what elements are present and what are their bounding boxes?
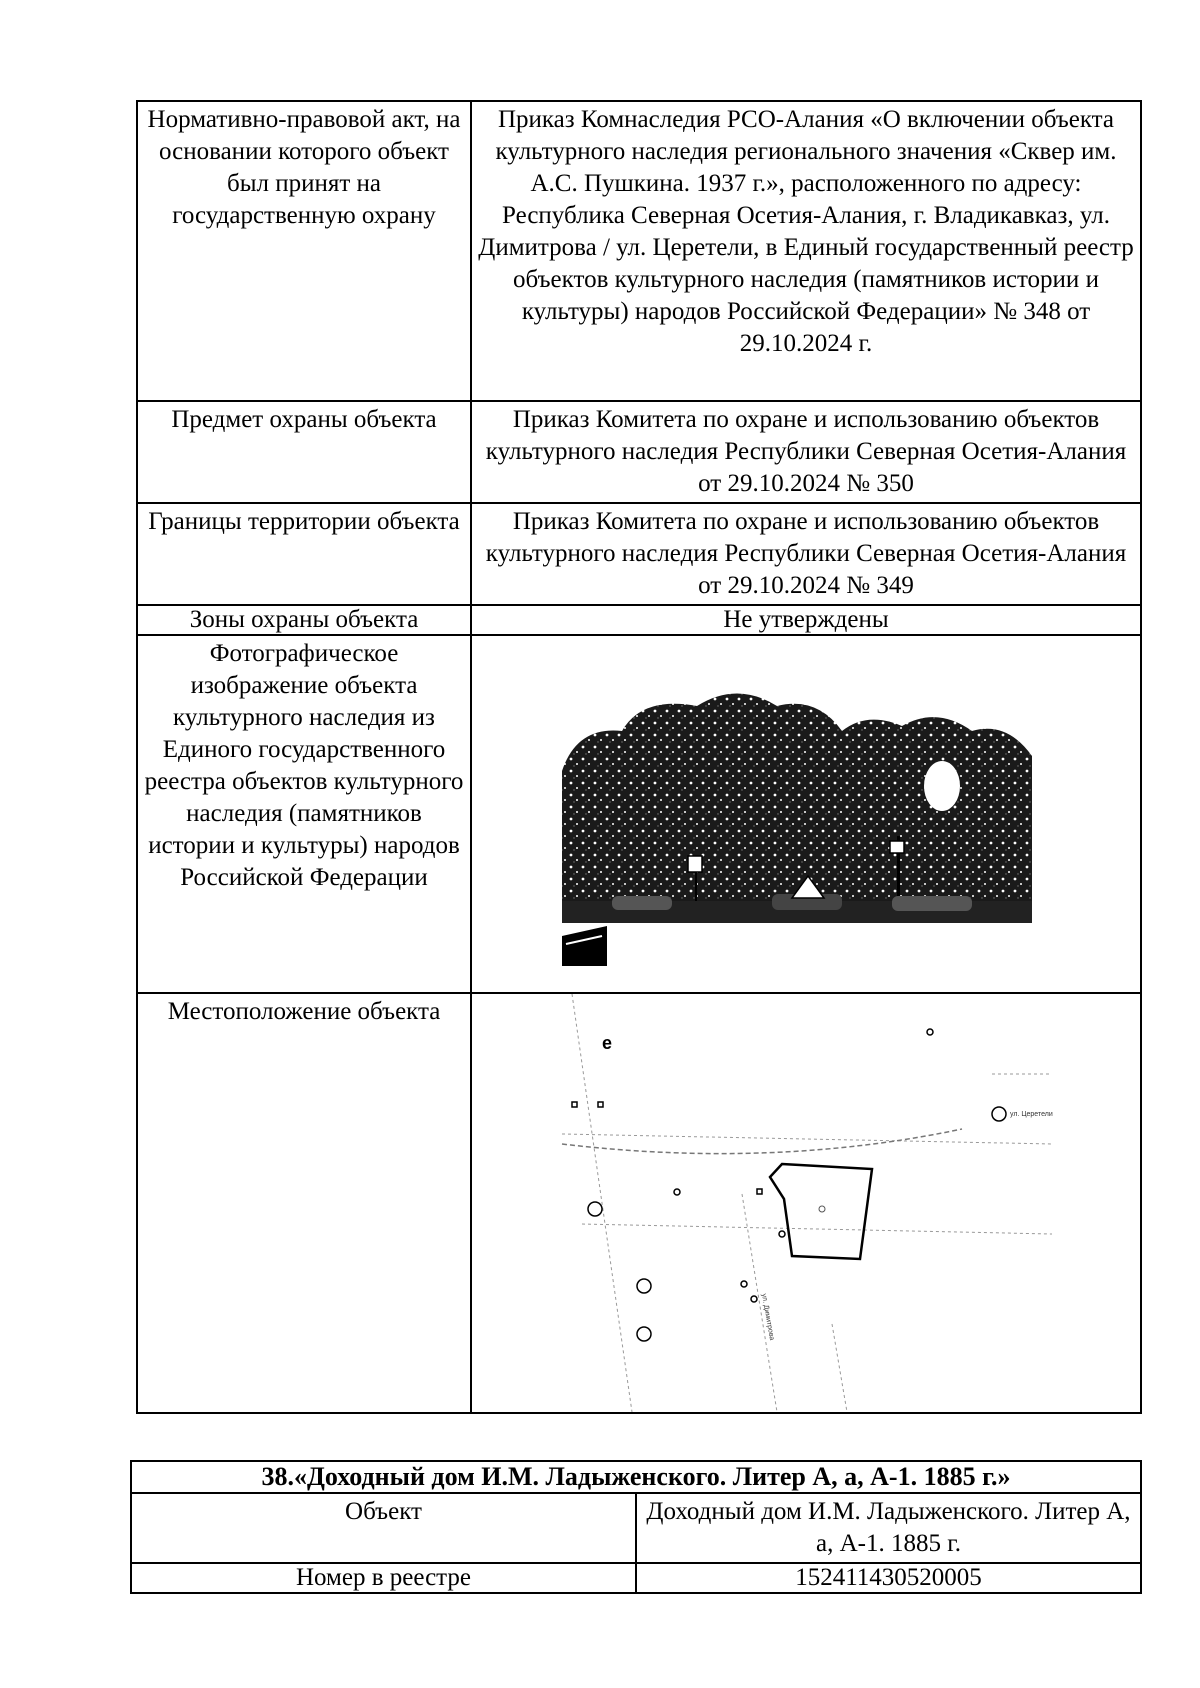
photo-cell <box>471 635 1141 993</box>
row-label: Местоположение объекта <box>137 993 471 1413</box>
row-value: 152411430520005 <box>636 1563 1141 1593</box>
table-row <box>137 401 1141 503</box>
table-row <box>137 605 1141 635</box>
row-label: Объект <box>131 1493 636 1563</box>
table-row <box>137 503 1141 605</box>
map-street-label: ул. Димитрова <box>760 1293 776 1341</box>
section-heading: 38.«Доходный дом И.М. Ладыженского. Литер А, а, А-1. 1885 г.» <box>131 1461 1141 1493</box>
row-label: Предмет охраны объекта <box>137 401 471 503</box>
row-label: Фотографическое изображение объекта культурного наследия из Единого государственного реестра объектов культурного наследия (памятников истории и культуры) народов Российской Федерации <box>137 635 471 993</box>
heritage-info-table <box>136 100 1142 1414</box>
row-value: Приказ Комитета по охране и использованию объектов культурного наследия Республики Северная Осетия-Алания от 29.10.2024 № 350 <box>471 401 1141 503</box>
map-street-label: ул. Церетели <box>1010 1111 1053 1118</box>
table-row <box>137 993 1141 1413</box>
row-label: Зоны охраны объекта <box>137 605 471 635</box>
svg-text:e: e <box>602 1033 613 1053</box>
row-value: Приказ Комнаследия РСО-Алания «О включении объекта культурного наследия регионального значения «Сквер им. А.С. Пушкина. 1937 г.», расположенного по адресу: Республика Северная Осетия-Алания, г. Владикавказ, ул. Димитрова / ул. Церетели, в Единый государственный реестр объектов культурного наследия (памятников истории и культуры) народов Российской Федерации» № 348 от 29.10.2024 г. <box>471 101 1141 401</box>
row-value: Приказ Комитета по охране и использованию объектов культурного наследия Республики Северная Осетия-Алания от 29.10.2024 № 349 <box>471 503 1141 605</box>
row-label: Нормативно-правовой акт, на основании которого объект был принят на государственную охрану <box>137 101 471 401</box>
location-map <box>472 994 1152 1412</box>
row-value: Доходный дом И.М. Ладыженского. Литер А, а, А-1. 1885 г. <box>636 1493 1141 1563</box>
table-row <box>131 1563 1141 1593</box>
map-cell <box>471 993 1141 1413</box>
table-row <box>137 635 1141 993</box>
row-label: Номер в реестре <box>131 1563 636 1593</box>
object-photo <box>472 636 1152 992</box>
row-value: Не утверждены <box>471 605 1141 635</box>
heritage-object-table <box>130 1460 1142 1594</box>
table-row <box>137 101 1141 401</box>
table-row <box>131 1493 1141 1563</box>
table-row <box>131 1461 1141 1493</box>
row-label: Границы территории объекта <box>137 503 471 605</box>
